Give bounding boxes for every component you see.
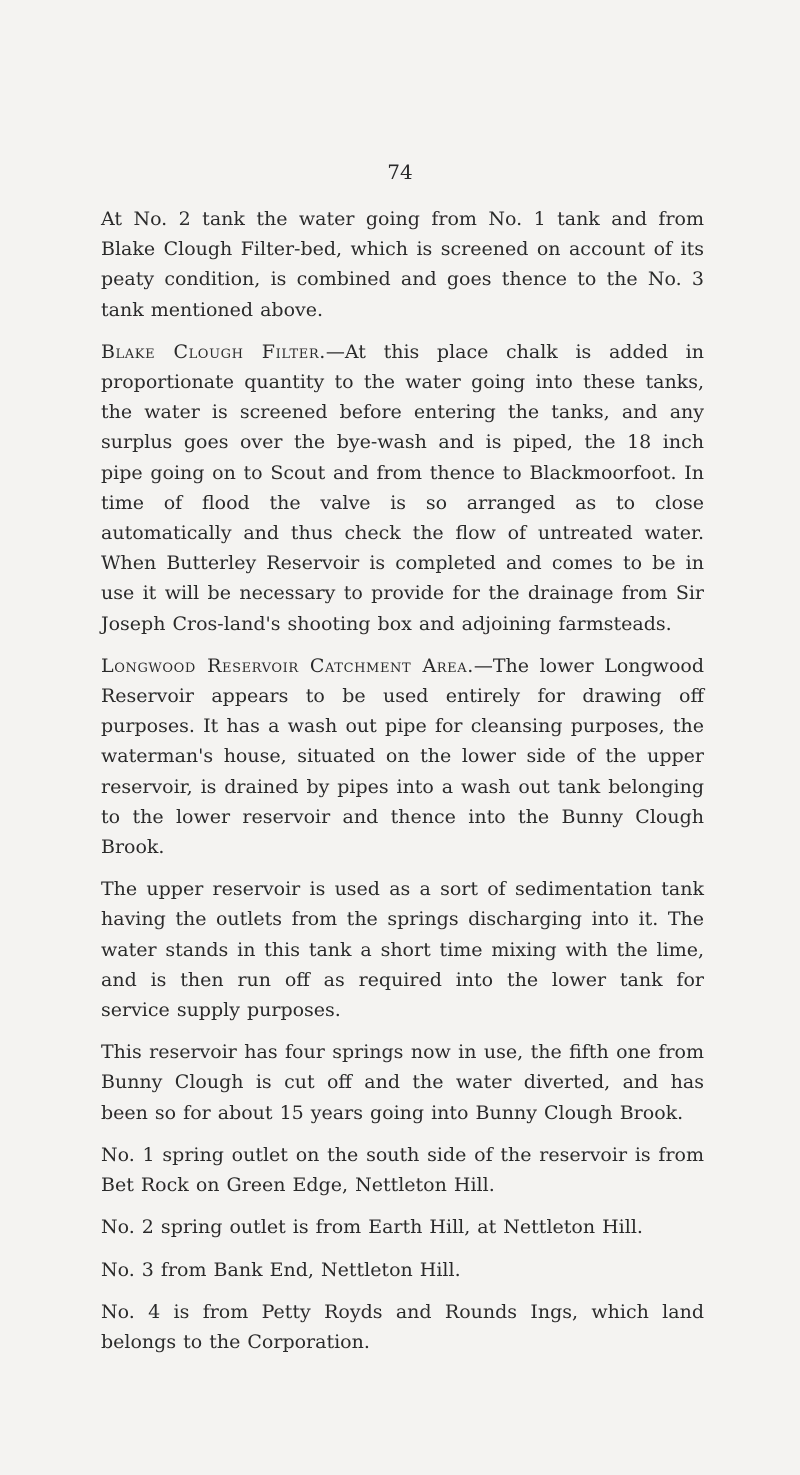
- paragraph-text: This reservoir has four springs now in use, the fifth one from Bunny Clough is cut off and the water diverted, and has been so for about 15 years going into Bunny Clough Brook.: [101, 1041, 704, 1124]
- paragraph-text: —The lower Longwood Reservoir appears to be used entirely for drawing off purposes. It has a wash out pipe for cleansing purposes, the waterman's house, situated on the lower side of the upper reservoir, is drained by pipes into a wash out tank belonging to the lower reservoir and thence into the Bunny Clough Brook.: [101, 654, 704, 859]
- paragraph-text: At No. 2 tank the water going from No. 1 tank and from Blake Clough Filter-bed, which is screened on account of its peaty condition, is combined and goes thence to the No. 3 tank mentioned above.: [101, 208, 704, 321]
- paragraph-text: No. 2 spring outlet is from Earth Hill, at Nettleton Hill.: [101, 1216, 643, 1239]
- body-text: [101, 204, 704, 1369]
- paragraph-upper-reservoir: [101, 874, 704, 1025]
- paragraph-text: No. 4 is from Petty Royds and Rounds Ings, which land belongs to the Corporation.: [101, 1300, 704, 1353]
- paragraph-longwood-reservoir: [101, 651, 704, 862]
- paragraph-four-springs: [101, 1037, 704, 1128]
- section-heading-longwood-reservoir: Longwood Reservoir Catchment Area.: [101, 654, 474, 677]
- paragraph-spring-one: [101, 1140, 704, 1200]
- section-heading-blake-clough-filter: Blake Clough Filter.: [101, 340, 326, 363]
- paragraph-text: No. 3 from Bank End, Nettleton Hill.: [101, 1258, 461, 1281]
- paragraph-text: No. 1 spring outlet on the south side of the reservoir is from Bet Rock on Green Edge, Nettleton Hill.: [101, 1143, 704, 1197]
- paragraph-tank-two: [101, 204, 704, 325]
- paragraph-blake-clough-filter: [101, 337, 704, 639]
- paragraph-text: The upper reservoir is used as a sort of sedimentation tank having the outlets from the springs discharging into it. The water stands in this tank a short time mixing with the lime, and is then run off as required into the lower tank for service supply purposes.: [101, 878, 704, 1022]
- page-number: 74: [387, 160, 413, 184]
- paragraph-spring-four: [101, 1297, 704, 1357]
- paragraph-text: —At this place chalk is added in proportionate quantity to the water going into these tanks, the water is screened before entering the tanks, and any surplus goes over the bye-wash and is piped, the 18 inch pipe going on to Scout and from thence to Blackmoorfoot. In time of flood the valve is so arranged as to close automatically and thus check the flow of untreated water. When Butterley Reservoir is completed and comes to be in use it will be necessary to provide for the drainage from Sir Joseph Cros-land's shooting box and adjoining farmsteads.: [101, 340, 704, 635]
- paragraph-spring-three: [101, 1255, 704, 1285]
- paragraph-spring-two: [101, 1212, 704, 1242]
